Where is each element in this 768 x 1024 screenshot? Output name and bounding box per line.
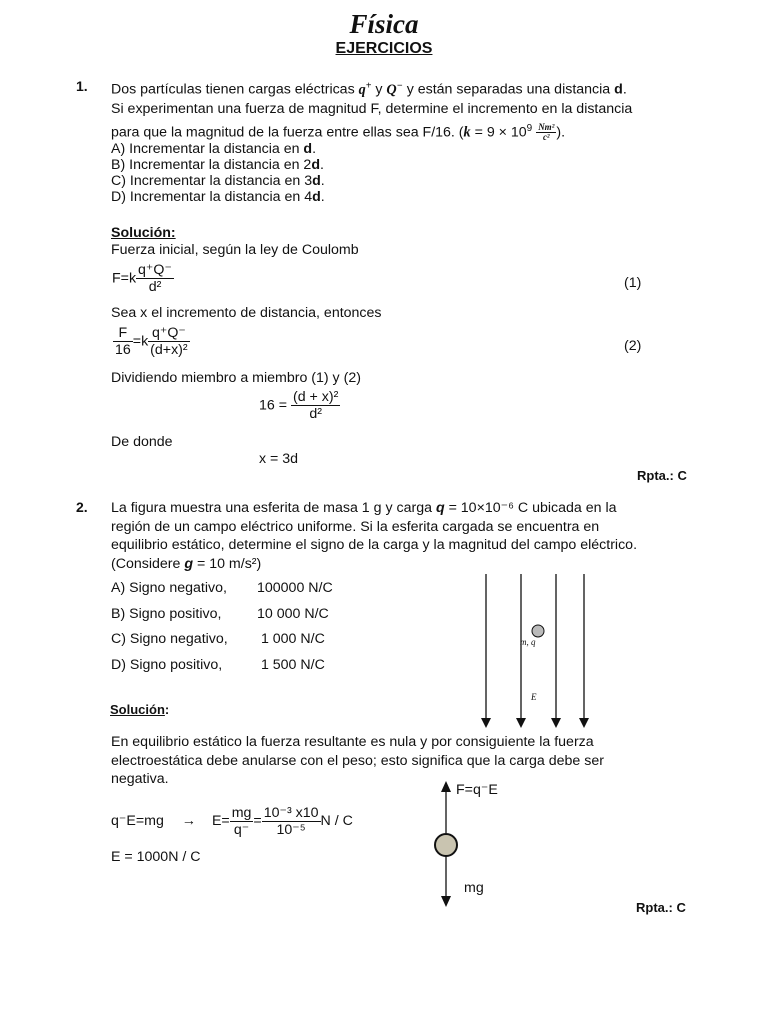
p1-kval: = 9 × 10 — [474, 124, 527, 141]
p1-kunit-den: c² — [536, 132, 556, 142]
p2-line4a: (Considere — [111, 555, 181, 572]
problem-1-options — [111, 141, 325, 205]
p2-sol-line3: negativa. — [111, 771, 169, 787]
p1-option-d: D) Incrementar la distancia en 4d. — [111, 189, 325, 205]
p2-line2: región de un campo eléctrico uniforme. Si la esferita cargada se encuentra en — [111, 518, 600, 535]
page-subtitle: EJERCICIOS — [335, 40, 433, 57]
p2-answer: Rpta.: C — [636, 900, 686, 915]
figure-mq-label: m, q — [520, 637, 536, 647]
p2-option-b: B) Signo positivo, 10 000 N/C — [111, 605, 329, 622]
p2-solution-text — [111, 733, 697, 789]
p1-k: k — [463, 124, 471, 141]
p1-sol-text4: De donde — [111, 434, 173, 450]
p1-line1b: y están separadas una distancia — [406, 81, 611, 98]
p2-line1b: = 10×10⁻⁶ C ubicada en la — [448, 500, 617, 516]
p2-equation: q⁻E=mg → E= $\frac{mg}{q^-}$ = $\frac{\text{10⁻³ x10}}{\text{10⁻⁵}}$ N / C — [111, 804, 353, 838]
force-down-label: mg — [464, 880, 484, 896]
p1-d: d — [614, 81, 623, 98]
p1-equation-4: x = 3d — [259, 451, 299, 467]
problem-2-statement — [111, 499, 697, 573]
p1-q-symbol: q+ — [358, 80, 372, 98]
p2-solution-label: Solución: — [110, 702, 170, 717]
p2-line3: equilibrio estático, determine el signo de la carga y la magnitud del campo eléctrico. — [111, 537, 638, 553]
charged-sphere — [532, 625, 544, 637]
p2-option-d: D) Signo positivo, 1 500 N/C — [111, 656, 325, 673]
problem-1-number: 1. — [76, 78, 88, 94]
electric-field-figure — [470, 570, 600, 735]
p1-equation-1: F=k $\frac{q^+Q^-}{\text{d²}}$ — [112, 262, 172, 295]
problem-2-options — [111, 576, 333, 678]
p1-kunit-num: Nm² — [538, 122, 555, 133]
p1-equation-2: $\frac{F}{16}$ =k $\frac{q^+Q^-}{\text{(d+x)²}}$ — [115, 325, 188, 358]
p2-q-symbol: q — [435, 500, 445, 516]
p1-sol-text1: Fuerza inicial, según la ley de Coulomb — [111, 242, 359, 258]
problem-1-statement: Dos partículas tienen cargas eléctricas q+ y Q− y están separadas una distancia d. Si experimentan una fuerza de magnitud F, determine el incremento en la distancia para que la magnitud de la fuerza entre ellas sea F/16. ($k = 9 \times 10^9$ $\frac{\text{Nm²}}{\text{c²}}$ ). — [111, 77, 697, 142]
p1-eq2-tag: (2) — [624, 338, 642, 354]
p2-option-a: A) Signo negativo, 100000 N/C — [111, 580, 333, 596]
figure-E-label: E — [531, 692, 537, 702]
p1-sol-text3: Dividiendo miembro a miembro (1) y (2) — [111, 370, 361, 386]
p1-eq1-tag: (1) — [624, 275, 642, 291]
p1-answer: Rpta.: C — [637, 468, 687, 483]
p1-line2: Si experimentan una fuerza de magnitud F, determine el incremento en la distancia — [111, 101, 633, 118]
p1-option-b: B) Incrementar la distancia en 2d. — [111, 157, 324, 173]
p1-option-a: A) Incrementar la distancia en d. — [111, 141, 317, 157]
problem-2-number: 2. — [76, 499, 88, 515]
p1-sol-text2: Sea x el incremento de distancia, entonces — [111, 305, 382, 321]
p1-kexp: 9 — [526, 122, 533, 134]
p1-Q-symbol: Q− — [386, 80, 403, 98]
p1-solution-label: Solución: — [111, 225, 176, 241]
p2-option-c: C) Signo negativo, 1 000 N/C — [111, 631, 325, 647]
p2-result: E = 1000N / C — [111, 849, 201, 865]
page-title: Física — [349, 9, 419, 39]
p1-equation-3: 16 = $\frac{\text{(d + x)²}}{\text{d²}}$ — [259, 389, 339, 422]
p1-line1a: Dos partículas tienen cargas eléctricas — [111, 81, 355, 98]
p2-sol-line1: En equilibrio estático la fuerza resultante es nula y por consiguiente la fuerza — [111, 734, 594, 750]
p1-line3a: para que la magnitud de la fuerza entre ellas sea F/16. ( — [111, 124, 464, 141]
force-diagram — [428, 778, 468, 913]
sphere — [435, 834, 457, 856]
p2-line1: La figura muestra una esferita de masa 1 g y carga — [111, 500, 432, 516]
p2-line4b: = 10 m/s²) — [196, 555, 262, 572]
p2-g-symbol: g — [184, 555, 194, 572]
p1-y: y — [375, 81, 383, 98]
p2-sol-line2: electroestática debe anularse con el peso; esto significa que la carga debe ser — [111, 752, 604, 769]
force-up-label: F=q⁻E — [456, 782, 498, 798]
p1-option-c: C) Incrementar la distancia en 3d. — [111, 173, 325, 189]
p1-line3b: ). — [556, 124, 566, 141]
